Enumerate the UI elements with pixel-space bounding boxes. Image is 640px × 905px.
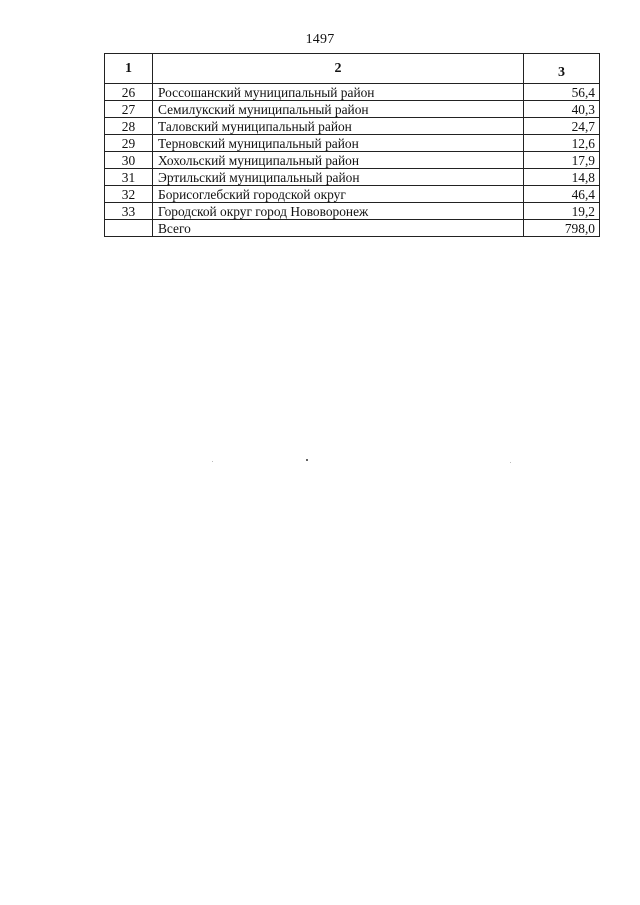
row-value: 12,6 [524, 135, 600, 152]
row-number: 27 [105, 101, 153, 118]
scan-speck [212, 461, 213, 462]
row-name: Борисоглебский городской округ [153, 186, 524, 203]
column-header-2: 2 [153, 54, 524, 84]
table-body [105, 84, 600, 237]
table-row [105, 101, 600, 118]
row-value: 17,9 [524, 152, 600, 169]
row-number: 33 [105, 203, 153, 220]
row-value: 40,3 [524, 101, 600, 118]
row-number: 31 [105, 169, 153, 186]
column-header-1: 1 [105, 54, 153, 84]
row-name: Эртильский муниципальный район [153, 169, 524, 186]
row-number: 32 [105, 186, 153, 203]
row-number: 26 [105, 84, 153, 101]
row-name: Хохольский муниципальный район [153, 152, 524, 169]
table-row [105, 84, 600, 101]
row-value: 46,4 [524, 186, 600, 203]
data-table [104, 53, 600, 237]
row-value: 14,8 [524, 169, 600, 186]
table-row [105, 186, 600, 203]
column-header-3: 3 [524, 54, 600, 84]
scan-speck [510, 462, 511, 463]
row-value: 56,4 [524, 84, 600, 101]
row-name: Городской округ город Нововоронеж [153, 203, 524, 220]
row-number: 29 [105, 135, 153, 152]
table-header [105, 54, 600, 84]
table-header-row [105, 54, 600, 84]
row-value: 19,2 [524, 203, 600, 220]
table-row [105, 203, 600, 220]
row-name: Терновский муниципальный район [153, 135, 524, 152]
total-value: 798,0 [524, 220, 600, 237]
page-number: 1497 [305, 32, 335, 47]
table-row [105, 118, 600, 135]
total-label: Всего [153, 220, 524, 237]
row-number: 28 [105, 118, 153, 135]
row-number: 30 [105, 152, 153, 169]
row-name: Таловский муниципальный район [153, 118, 524, 135]
row-value: 24,7 [524, 118, 600, 135]
scan-dot [306, 459, 308, 461]
table-row [105, 152, 600, 169]
row-name: Россошанский муниципальный район [153, 84, 524, 101]
total-row [105, 220, 600, 237]
table-row [105, 169, 600, 186]
total-number [105, 220, 153, 237]
row-name: Семилукский муниципальный район [153, 101, 524, 118]
table-row [105, 135, 600, 152]
